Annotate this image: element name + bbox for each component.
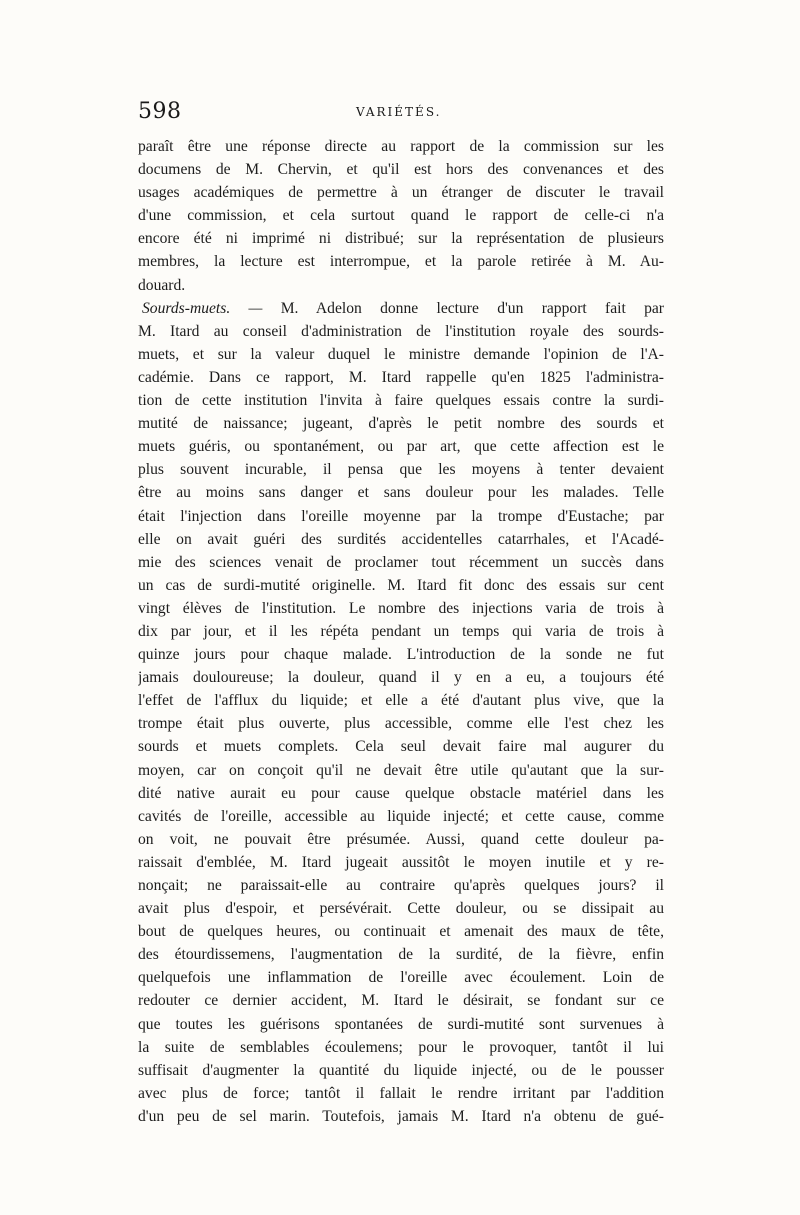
text-line: membres, la lecture est interrompue, et la parole retirée à M. Au- [138,253,664,271]
text-line: plus souvent incurable, il pensa que les moyens à tenter devaient [138,461,664,479]
text-line: usages académiques de permettre à un étranger de discuter le travail [138,184,664,202]
text-line: muets guéris, ou spontanément, ou par art, que cette affection est le [138,438,664,456]
body-text [138,135,664,1128]
text-line: paraît être une réponse directe au rapport de la commission sur les [138,138,664,155]
text-line: elle on avait guéri des surdités accidentelles catarrhales, et l'Acadé- [138,530,664,548]
text-line: d'une commission, et cela surtout quand le rapport de celle-ci n'a [138,207,664,225]
text-line: encore été ni imprimé ni distribué; sur la représentation de plusieurs [138,230,664,248]
page-number: 598 [138,99,182,124]
text-line: que toutes les guérisons spontanées de surdi-mutité sont survenues à [138,1015,664,1033]
text-line: quelquefois une inflammation de l'oreille avec écoulement. Loin de [138,969,664,987]
text-line: la suite de semblables écoulemens; pour le provoquer, tantôt il lui [138,1038,664,1056]
text-line: douard. [138,276,186,294]
text-line: l'effet de l'afflux du liquide; et elle a été d'autant plus vive, que la [138,692,664,710]
text-line: cadémie. Dans ce rapport, M. Itard rappelle qu'en 1825 l'administra- [138,368,664,386]
text-line: avec plus de force; tantôt il fallait le rendre irritant par l'addition [138,1084,664,1102]
text-line: on voit, ne pouvait être présumée. Aussi, quand cette douleur pa- [138,830,664,848]
text-line: des étourdissemens, l'augmentation de la surdité, de la fièvre, enfin [138,946,664,964]
text-line: muets, et sur la valeur duquel le ministre demande l'opinion de l'A- [138,345,664,363]
text-line: sourds et muets complets. Cela seul devait faire mal augurer du [138,738,664,756]
text-line: être au moins sans danger et sans douleur pour les malades. Telle [138,484,664,502]
page-header [138,99,666,129]
text-line: mutité de naissance; jugeant, d'après le petit nombre des sourds et [138,415,664,433]
text-line: avait plus d'espoir, et persévérait. Cette douleur, ou se dissipait au [138,900,664,918]
text-line: raissait d'emblée, M. Itard jugeait aussitôt le moyen inutile et y re- [138,853,664,871]
running-head: VARIÉTÉS. [356,105,442,119]
text-line: bout de quelques heures, ou continuait et amenait des maux de tête, [138,923,664,941]
text-line: jamais douloureuse; la douleur, quand il y en a eu, a toujours été [138,669,664,687]
text-line: dité native aurait eu pour cause quelque obstacle matériel dans les [138,784,664,802]
text-line: quinze jours pour chaque malade. L'introduction de la sonde ne fut [138,646,664,664]
text-line: suffisait d'augmenter la quantité du liquide injecté, ou de le pousser [138,1061,664,1079]
text-line: mie des sciences venait de proclamer tout récemment un succès dans [138,553,664,571]
text-line: un cas de surdi-mutité originelle. M. Itard fit donc des essais sur cent [138,576,664,594]
text-line: vingt élèves de l'institution. Le nombre des injections varia de trois à [138,599,664,617]
text-line: redouter ce dernier accident, M. Itard le désirait, se fondant sur ce [138,992,664,1010]
text-line: d'un peu de sel marin. Toutefois, jamais M. Itard n'a obtenu de gué- [138,1107,664,1125]
section-start-line [138,297,664,320]
text-line: trompe était plus ouverte, plus accessible, comme elle l'est chez les [138,715,664,733]
text-line: documens de M. Chervin, et qu'il est hors des convenances et des [138,161,664,179]
section-first-line-text: M. Adelon donne lecture d'un rapport fait par [280,299,664,317]
text-line: moyen, car on conçoit qu'il ne devait être utile qu'autant que la sur- [138,761,664,779]
text-line: nonçait; ne paraissait-elle au contraire qu'après quelques jours? il [138,877,664,894]
text-line: tion de cette institution l'invita à faire quelques essais contre la surdi- [138,392,664,410]
text-line: était l'injection dans l'oreille moyenne par la trompe d'Eustache; par [138,507,664,525]
text-line: M. Itard au conseil d'administration de l'institution royale des sourds- [138,322,664,340]
text-line: cavités de l'oreille, accessible au liquide injecté; et cette cause, comme [138,807,664,825]
section-title: Sourds-muets. — [142,299,263,317]
text-line: dix par jour, et il les répéta pendant un temps qui varia de trois à [138,622,664,640]
